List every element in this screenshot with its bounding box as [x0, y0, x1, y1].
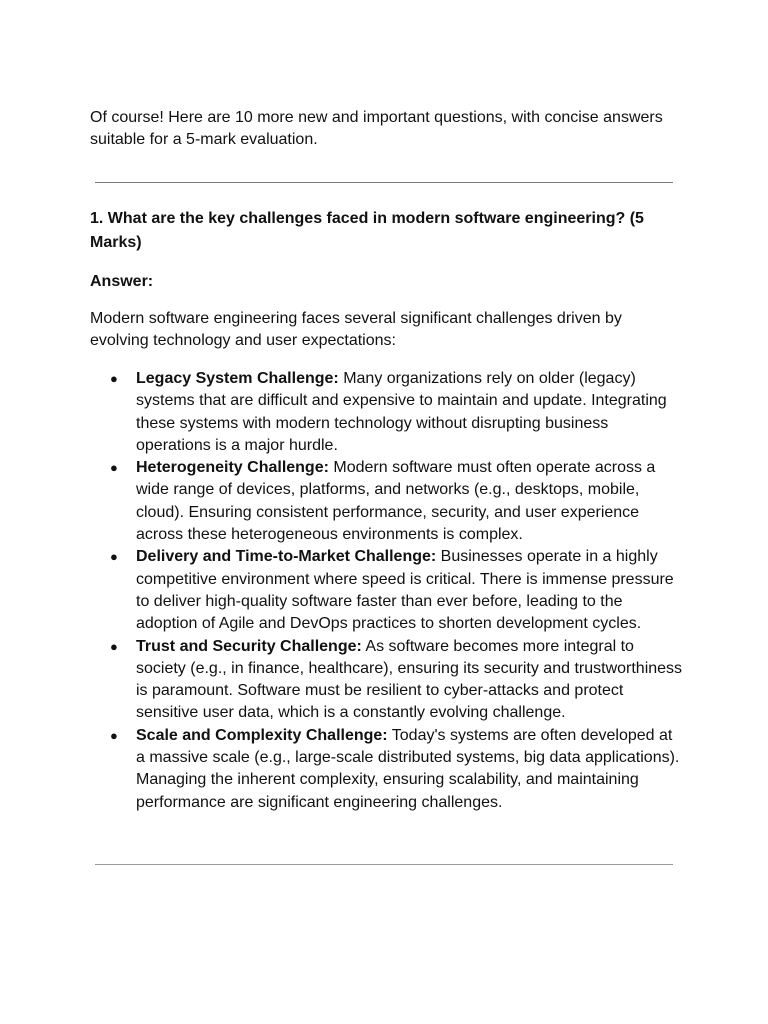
divider-bottom — [95, 864, 673, 865]
bullet-title: Trust and Security Challenge: — [136, 637, 362, 655]
intro-paragraph: Of course! Here are 10 more new and important questions, with concise answers suitable for a 5-mark evaluation. — [90, 109, 663, 148]
challenges-list — [0, 368, 768, 814]
divider-top — [95, 182, 673, 183]
bullet-title: Scale and Complexity Challenge: — [136, 726, 388, 744]
bullet-text: Modern software must often operate across a wide range of devices, platforms, and networks (e.g., desktops, mobile, cloud). Ensuring consistent performance, security, and user experience across these heterogeneous environments is complex. — [136, 459, 656, 544]
answer-intro-paragraph: Modern software engineering faces several significant challenges driven by evolving technology and user expectations: — [90, 310, 622, 349]
bullet-text: As software becomes more integral to society (e.g., in finance, healthcare), ensuring its security and trustworthiness is paramount. Software must be resilient to cyber-attacks and protect sensitive user data, which is a constantly evolving challenge. — [136, 637, 683, 722]
bullet-text: Many organizations rely on older (legacy) systems that are difficult and expensive to maintain and update. Integrating these systems with modern technology without disrupting business operations is a major hurdle. — [136, 370, 667, 454]
bullet-title: Legacy System Challenge: — [136, 370, 339, 387]
list-item — [0, 546, 684, 635]
list-item — [0, 725, 684, 814]
bullet-title: Heterogeneity Challenge: — [136, 459, 329, 477]
bullet-icon: ● — [110, 371, 118, 386]
question-heading: 1. What are the key challenges faced in modern software engineering? (5 Marks) — [90, 210, 644, 251]
bullet-icon: ● — [110, 638, 118, 654]
answer-label: Answer: — [90, 273, 154, 290]
list-item — [0, 636, 684, 725]
list-item — [0, 457, 684, 546]
bullet-icon: ● — [110, 460, 118, 476]
list-item — [0, 368, 684, 457]
bullet-icon: ● — [110, 549, 118, 565]
bullet-title: Delivery and Time-to-Market Challenge: — [136, 548, 437, 566]
bullet-text: Businesses operate in a highly competitive environment where speed is critical. There is immense pressure to deliver high-quality software faster than ever before, leading to the adoption of Agile and DevOps practices to shorten development cycles. — [136, 548, 674, 633]
bullet-text: Today's systems are often developed at a massive scale (e.g., large-scale distributed systems, big data applications). Managing the inherent complexity, ensuring scalability, and maintaining performance are significant engineering challenges. — [136, 726, 680, 811]
bullet-icon: ● — [110, 727, 118, 743]
